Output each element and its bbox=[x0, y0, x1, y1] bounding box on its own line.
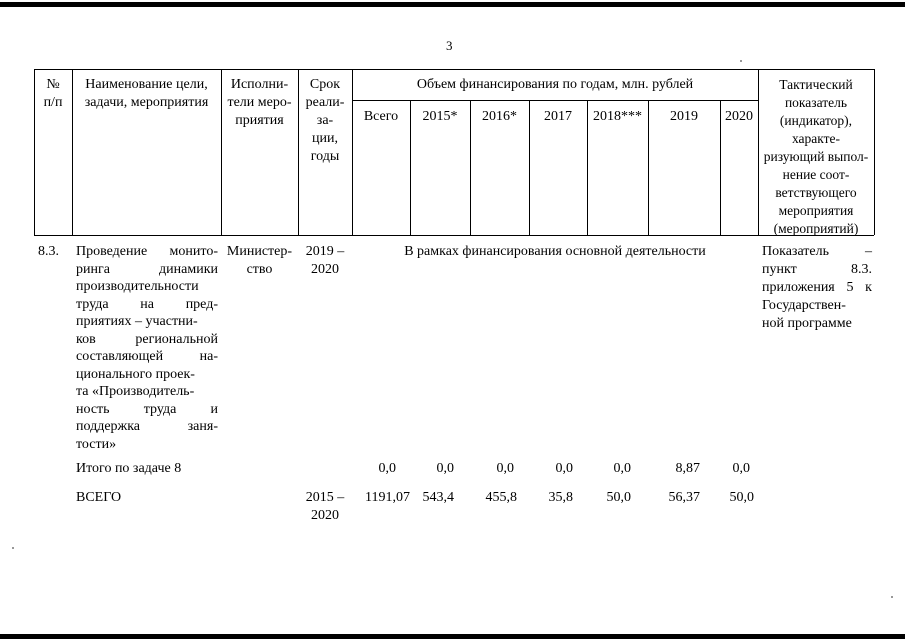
row-name bbox=[76, 243, 218, 453]
row-name-line: та «Производитель- bbox=[76, 384, 195, 399]
header-executors: Исполни- тели меро- приятия bbox=[227, 77, 292, 128]
header-year-2020: 2020 bbox=[725, 109, 753, 124]
row-indicator-line: Показатель – bbox=[762, 244, 872, 259]
grand-total-label: ВСЕГО bbox=[76, 490, 122, 505]
grand-total-2016: 455,8 bbox=[485, 490, 517, 505]
header-name: Наименование цели, задачи, мероприятия bbox=[84, 77, 209, 110]
row-term: 2019 – 2020 bbox=[305, 244, 345, 277]
row-name-line: приятиях – участни- bbox=[76, 314, 198, 329]
row-name-line: поддержка заня- bbox=[76, 419, 218, 434]
grand-total-term: 2015 – 2020 bbox=[305, 490, 345, 523]
row-name-line: ков региональной bbox=[76, 331, 218, 347]
row-funding-note: В рамках финансирования основной деятельности bbox=[404, 244, 706, 259]
grand-total-2018: 50,0 bbox=[606, 490, 631, 505]
header-year-total: Всего bbox=[363, 109, 399, 124]
header-year-2018: 2018*** bbox=[593, 109, 642, 124]
grand-total-2020: 50,0 bbox=[729, 490, 754, 505]
total-task-2017: 0,0 bbox=[555, 461, 573, 476]
header-year-2019: 2019 bbox=[670, 109, 698, 124]
grand-total-2015: 543,4 bbox=[422, 490, 454, 505]
header-term: Срок реали- за- ции, годы bbox=[305, 77, 345, 164]
scan-speck bbox=[12, 547, 14, 549]
row-name-line: составляющей на- bbox=[76, 349, 218, 364]
grand-total-2019: 56,37 bbox=[668, 490, 700, 505]
bottom-border bbox=[0, 634, 905, 639]
total-task-2020: 0,0 bbox=[732, 461, 750, 476]
row-name-line: ционального проек- bbox=[76, 366, 195, 382]
row-indicator-line: Государствен- bbox=[762, 298, 846, 313]
row-name-line: ность труда и bbox=[76, 401, 218, 417]
row-indicator-line: приложения 5 к bbox=[762, 280, 872, 295]
scan-speck bbox=[891, 596, 893, 598]
header-indicator: Тактический показатель (индикатор), характе- ризующий выпол- нение соот- ветствующего мероприятия (мероприятий) bbox=[763, 77, 869, 236]
scan-speck bbox=[740, 60, 742, 62]
header-year-2017: 2017 bbox=[544, 109, 572, 124]
grand-total-2017: 35,8 bbox=[548, 490, 573, 505]
header-funding: Объем финансирования по годам, млн. рублей bbox=[416, 77, 694, 92]
row-name-line: производительности bbox=[76, 279, 199, 294]
total-task-2016: 0,0 bbox=[496, 461, 514, 476]
row-indicator-line: пункт 8.3. bbox=[762, 262, 872, 277]
row-indicator bbox=[762, 243, 872, 333]
row-executor: Министер- ство bbox=[226, 244, 293, 277]
top-border bbox=[0, 2, 905, 7]
row-name-line: Проведение монито- bbox=[76, 244, 218, 259]
row-indicator-line: ной программе bbox=[762, 316, 852, 331]
header-num: № п/п bbox=[43, 77, 63, 110]
header-year-2016: 2016* bbox=[482, 109, 517, 124]
row-name-line: труда на пред- bbox=[76, 296, 218, 312]
total-task-2018: 0,0 bbox=[613, 461, 631, 476]
total-task-2019: 8,87 bbox=[675, 461, 700, 476]
page-number: 3 bbox=[446, 38, 453, 53]
total-task-2015: 0,0 bbox=[436, 461, 454, 476]
total-task-label: Итого по задаче 8 bbox=[76, 461, 182, 476]
grand-total-total: 1191,07 bbox=[365, 490, 410, 505]
row-name-line: ринга динамики bbox=[76, 261, 218, 277]
row-number: 8.3. bbox=[38, 244, 59, 259]
row-name-line: тости» bbox=[76, 436, 117, 452]
header-year-2015: 2015* bbox=[422, 109, 458, 124]
total-task-total: 0,0 bbox=[378, 461, 396, 476]
